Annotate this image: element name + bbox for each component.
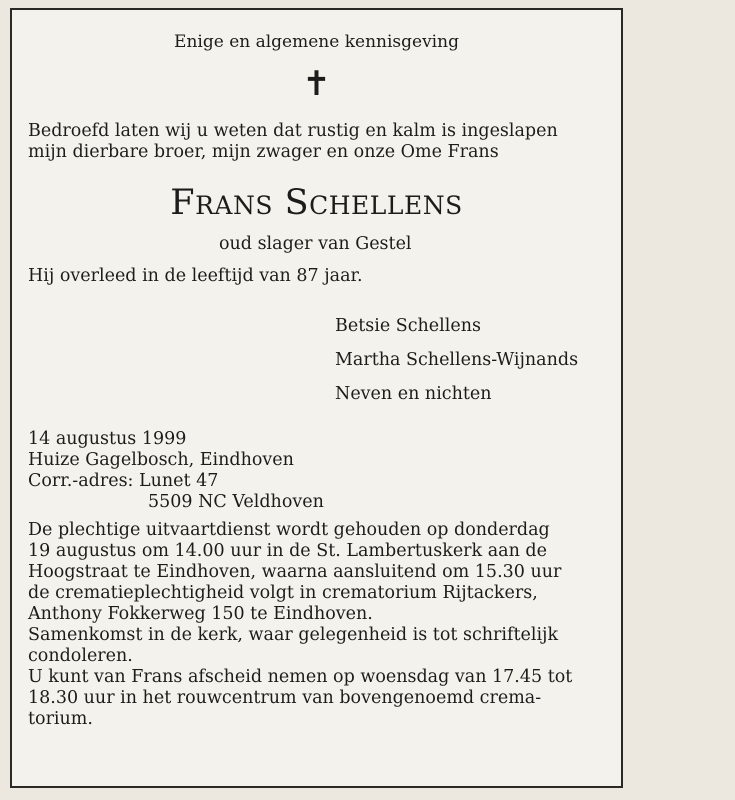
service-line: De plechtige uitvaartdienst wordt gehouden op donderdag xyxy=(28,520,550,540)
service-line: 19 augustus om 14.00 uur in de St. Lambertuskerk aan de xyxy=(28,541,547,561)
farewell-line: U kunt van Frans afscheid nemen op woensdag van 17.45 tot xyxy=(28,667,573,687)
family-list xyxy=(335,309,578,411)
age-line: Hij overleed in de leeftijd van 87 jaar. xyxy=(28,266,363,286)
cross-icon: ✝ xyxy=(302,64,331,104)
intro-line: mijn dierbare broer, mijn zwager en onze Ome Frans xyxy=(28,142,499,162)
gathering-line: condoleren. xyxy=(28,646,133,666)
death-notice xyxy=(10,8,623,788)
service-info xyxy=(28,520,572,730)
notice-date: 14 augustus 1999 xyxy=(28,429,187,449)
family-member: Martha Schellens-Wijnands xyxy=(335,350,579,370)
farewell-line: torium. xyxy=(28,709,93,729)
correspondence-address: Corr.-adres: Lunet 47 xyxy=(28,471,219,491)
service-line: Anthony Fokkerweg 150 te Eindhoven. xyxy=(28,604,373,624)
service-line: Hoogstraat te Eindhoven, waarna aansluitend om 15.30 uur xyxy=(28,562,562,582)
intro-line: Bedroefd laten wij u weten dat rustig en kalm is ingeslapen xyxy=(28,121,558,141)
family-member: Betsie Schellens xyxy=(335,316,481,336)
gathering-line: Samenkomst in de kerk, waar gelegenheid is tot schriftelijk xyxy=(28,625,559,645)
service-line: de crematieplechtigheid volgt in crematorium Rijtackers, xyxy=(28,583,538,603)
farewell-line: 18.30 uur in het rouwcentrum van bovengenoemd crema- xyxy=(28,688,542,708)
occupation: oud slager van Gestel xyxy=(219,234,412,254)
postal-code: 5509 NC Veldhoven xyxy=(148,492,324,512)
deceased-name: Frans Schellens xyxy=(170,183,463,223)
date-address-block xyxy=(28,429,324,513)
intro-text xyxy=(28,121,558,163)
notice-place: Huize Gagelbosch, Eindhoven xyxy=(28,450,294,470)
family-member: Neven en nichten xyxy=(335,384,492,404)
notice-heading: Enige en algemene kennisgeving xyxy=(174,32,459,52)
